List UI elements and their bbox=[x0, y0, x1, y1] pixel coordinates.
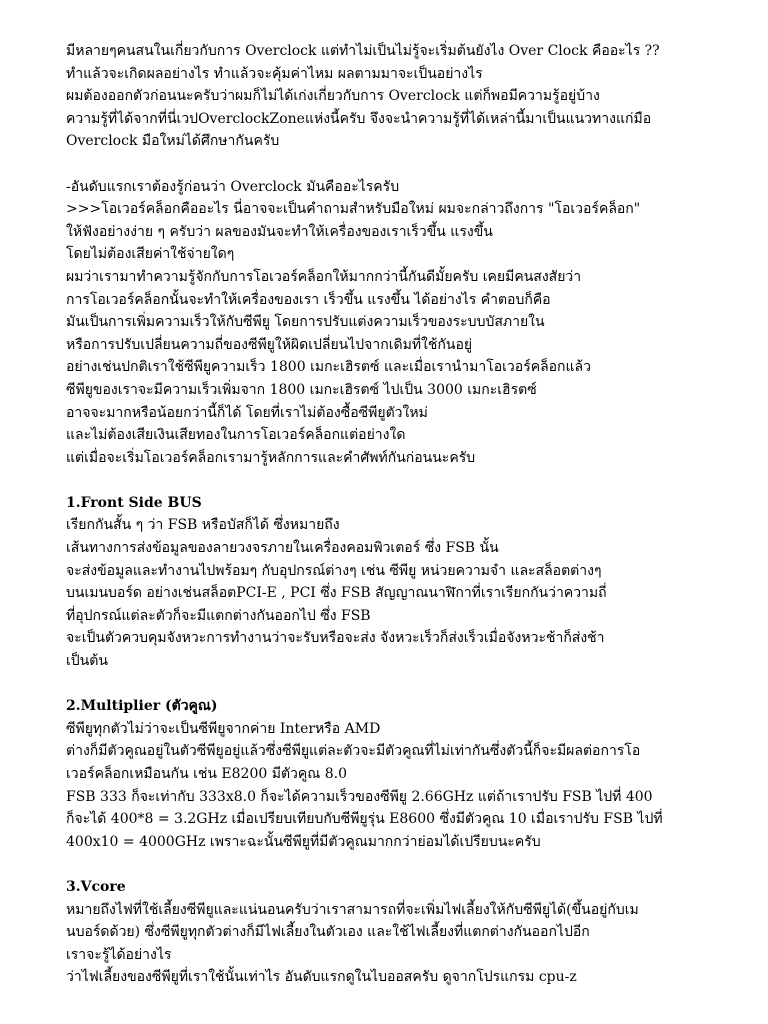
body-line: -อันดับแรกเราต้องรู้ก่อนว่า Overclock มันคืออะไรครับ bbox=[66, 178, 400, 195]
what-is-overclock-section bbox=[66, 176, 706, 470]
body-line: ก็จะได้ 400*8 = 3.2GHz เมื่อเปรียบเทียบกับซีพียูรุ่น E8600 ซึ่งมีตัวคูณ 10 เมื่อเราปรับ FSB ไปที่ bbox=[66, 811, 663, 828]
body-line: และไม่ต้องเสียเงินเสียทองในการโอเวอร์คล็อกแต่อย่างใด bbox=[66, 427, 406, 444]
paragraph-gap bbox=[66, 673, 706, 696]
body-line: แต่เมื่อจะเริ่มโอเวอร์คล็อกเรามารู้หลักการและคำศัพท์กันก่อนนะครับ bbox=[66, 449, 476, 466]
paragraph-gap bbox=[66, 853, 706, 876]
section-heading-multiplier: 2.Multiplier (ตัวคูณ) bbox=[66, 698, 218, 715]
body-line: เวอร์คล็อกเหมือนกัน เช่น E8200 มีตัวคูณ 8.0 bbox=[66, 766, 347, 782]
body-line: เราจะรู้ได้อย่างไร bbox=[66, 946, 172, 963]
fsb-section bbox=[66, 492, 706, 673]
body-line: โดยไม่ต้องเสียค่าใช้จ่ายใดๆ bbox=[66, 246, 235, 263]
body-line: ที่อุปกรณ์แต่ละตัวก็จะมีแตกต่างกันออกไป ซึ่ง FSB bbox=[66, 607, 371, 624]
body-line: ซีพียูทุกตัวไม่ว่าจะเป็นซีพียูจากค่าย Interหรือ AMD bbox=[66, 720, 381, 737]
body-line: มันเป็นการเพิ่มความเร็วให้กับซีพียู โดยการปรับแต่งความเร็วของระบบบัสภายใน bbox=[66, 314, 545, 331]
body-line: ต่างก็มีตัวคูณอยู่ในตัวซีพียูอยู่แล้วซึ่งซีพียูแต่ละตัวจะมีตัวคูณที่ไม่เท่ากันซึ่งตัวนี้ก็จะมีผลต่อการโอ bbox=[66, 743, 641, 760]
intro-line: ผมต้องออกตัวก่อนนะครับว่าผมก็ไม่ได้เก่งเกี่ยวกับการ Overclock แต่ก็พอมีความรู้อยู่บ้าง bbox=[66, 88, 600, 105]
body-line: หรือการปรับเปลี่ยนความถี่ของซีพียูให้ผิดเปลี่ยนไปจากเดิมที่ใช้กันอยู่ bbox=[66, 336, 473, 353]
intro-line: Overclock มือใหม่ได้ศึกษากันครับ bbox=[66, 133, 280, 150]
body-line: นบอร์ดด้วย) ซึ่งซีพียูทุกตัวต่างก็มีไฟเลี้ยงในตัวเอง และใช้ไฟเลี้ยงที่แตกต่างกันออกไปอีก bbox=[66, 924, 590, 941]
body-line: เส้นทางการส่งข้อมูลของลายวงจรภายในเครื่องคอมพิวเตอร์ ซึ่ง FSB นั้น bbox=[66, 540, 499, 557]
intro-line: มีหลายๆคนสนในเกี่ยวกับการ Overclock แต่ทำไม่เป็นไม่รู้จะเริ่มต้นยังไง Over Clock คืออะไร ?? bbox=[66, 43, 660, 59]
body-line: อย่างเช่นปกติเราใช้ซีพียูความเร็ว 1800 เมกะเฮิรตซ์ และเมื่อเรานำมาโอเวอร์คล็อกแล้ว bbox=[66, 359, 591, 376]
body-line: FSB 333 ก็จะเท่ากับ 333x8.0 ก็จะได้ความเร็วของซีพียู 2.66GHz แต่ถ้าเราปรับ FSB ไปที่ 400 bbox=[66, 788, 653, 805]
vcore-section bbox=[66, 876, 706, 989]
body-line: บนเมนบอร์ด อย่างเช่นสล็อตPCI-E , PCI ซึ่ง FSB สัญญาณนาฬิกาที่เราเรียกกันว่าความถี่ bbox=[66, 585, 607, 602]
intro-line: ความรู้ที่ได้จากที่นี่เวปOverclockZoneแห่งนี้ครับ จึงจะนำความรู้ที่ได้เหล่านี้มาเป็นแนวทางแก่มือ bbox=[66, 110, 652, 127]
body-line: ให้ฟังอย่างง่าย ๆ ครับว่า ผลของมันจะทำให้เครื่องของเราเร็วขึ้น แรงขึ้น bbox=[66, 223, 493, 240]
body-line: >>>โอเวอร์คล็อกคืออะไร นี่อาจจะเป็นคำถามสำหรับมือใหม่ ผมจะกล่าวถึงการ "โอเวอร์คล็อก" bbox=[66, 201, 641, 218]
intro-line: ทำแล้วจะเกิดผลอย่างไร ทำแล้วจะคุ้มค่าไหม ผลตามมาจะเป็นอย่างไร bbox=[66, 65, 483, 82]
body-line: ว่าไฟเลี้ยงของซีพียูที่เราใช้นั้นเท่าไร อันดับแรกดูในไบออสครับ ดูจากโปรแกรม cpu-z bbox=[66, 969, 577, 986]
body-line: การโอเวอร์คล็อกนั้นจะทำให้เครื่องของเรา เร็วขึ้น แรงขึ้น ได้อย่างไร คำตอบก็คือ bbox=[66, 291, 551, 308]
intro-paragraph bbox=[66, 40, 706, 153]
section-heading-vcore: 3.Vcore bbox=[66, 878, 126, 895]
body-line: 400x10 = 4000GHz เพราะฉะนั้นซีพียูที่มีตัวคูณมากกว่าย่อมได้เปรียบนะครับ bbox=[66, 833, 541, 850]
paragraph-gap bbox=[66, 469, 706, 492]
multiplier-section bbox=[66, 695, 706, 853]
section-heading-fsb: 1.Front Side BUS bbox=[66, 494, 202, 511]
body-line: ผมว่าเรามาทำความรู้จักกับการโอเวอร์คล็อกให้มากกว่านี้กันดีมั้ยครับ เคยมีคนสงสัยว่า bbox=[66, 268, 582, 285]
body-line: อาจจะมากหรือน้อยกว่านี้ก็ได้ โดยที่เราไม่ต้องซื้อซีพียูตัวใหม่ bbox=[66, 404, 428, 421]
body-line: เป็นต้น bbox=[66, 653, 108, 670]
body-line: จะเป็นตัวควบคุมจังหวะการทำงานว่าจะรับหรือจะส่ง จังหวะเร็วก็ส่งเร็วเมื่อจังหวะช้าก็ส่งช้า bbox=[66, 630, 605, 647]
body-line: จะส่งข้อมูลและทำงานไปพร้อมๆ กับอุปกรณ์ต่างๆ เช่น ซีพียู หน่วยความจำ และสล็อตต่างๆ bbox=[66, 562, 602, 579]
body-line: หมายถึงไฟที่ใช้เลี้ยงซีพียูและแน่นอนครับว่าเราสามารถที่จะเพิ่มไฟเลี้ยงให้กับซีพียูได้(ขึ้นอยู่กับเม bbox=[66, 901, 639, 918]
document-page bbox=[66, 40, 706, 989]
paragraph-gap bbox=[66, 153, 706, 176]
body-line: เรียกกันสั้น ๆ ว่า FSB หรือบัสก็ได้ ซึ่งหมายถึง bbox=[66, 517, 340, 534]
body-line: ซีพียูของเราจะมีความเร็วเพิ่มจาก 1800 เมกะเฮิรตซ์ ไปเป็น 3000 เมกะเฮิรตซ์ bbox=[66, 381, 537, 398]
